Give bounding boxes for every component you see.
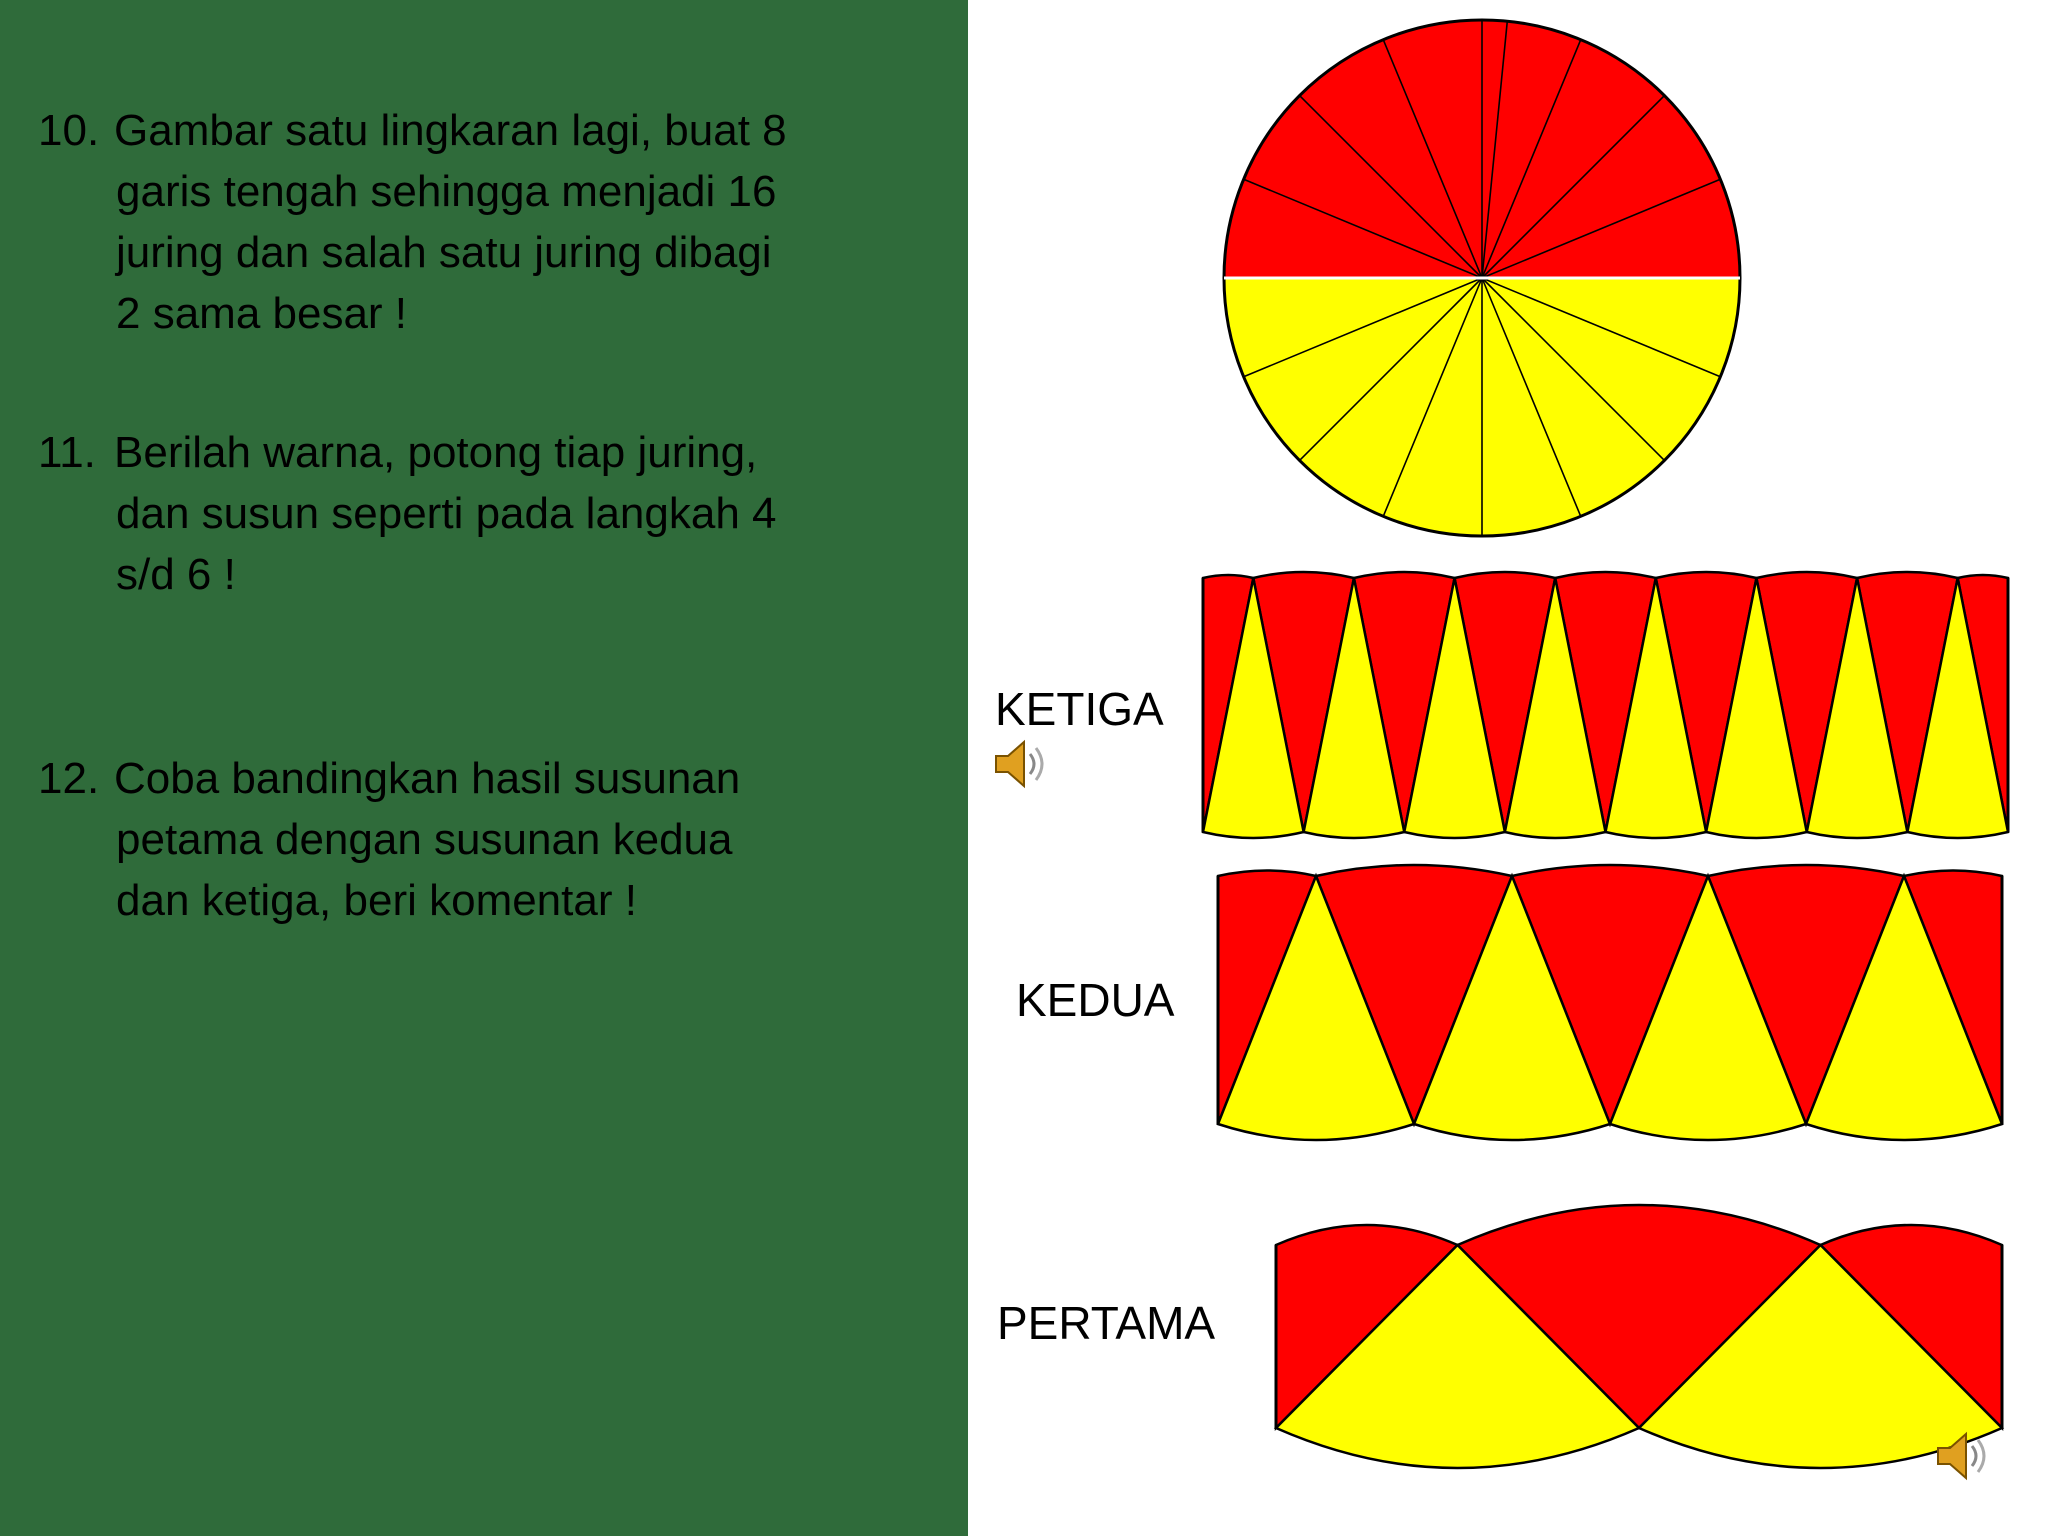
arrangement-ketiga bbox=[1203, 572, 2008, 838]
arrangement-pertama bbox=[1276, 1205, 2002, 1468]
step-number: 10. bbox=[38, 106, 100, 155]
step-number: 12. bbox=[38, 754, 100, 803]
step-text: juring dan salah satu juring dibagi bbox=[116, 228, 772, 277]
arrangement-kedua bbox=[1218, 865, 2002, 1140]
step-number: 11. bbox=[38, 428, 96, 477]
step-text: dan susun seperti pada langkah 4 bbox=[116, 489, 777, 538]
step-text: garis tengah sehingga menjadi 16 bbox=[116, 167, 777, 216]
label-kedua: KEDUA bbox=[1016, 974, 1175, 1026]
step-text: s/d 6 ! bbox=[116, 550, 236, 599]
speaker-icon[interactable] bbox=[1932, 1424, 1996, 1488]
step-text: 2 sama besar ! bbox=[116, 289, 408, 338]
step-text: dan ketiga, beri komentar ! bbox=[116, 876, 637, 925]
step-text: Gambar satu lingkaran lagi, buat 8 bbox=[114, 106, 787, 155]
step-text: petama dengan susunan kedua bbox=[116, 815, 733, 864]
speaker-icon[interactable] bbox=[990, 732, 1054, 796]
divided-circle bbox=[1224, 20, 1740, 536]
step-text: Berilah warna, potong tiap juring, bbox=[114, 428, 758, 477]
label-ketiga: KETIGA bbox=[995, 683, 1164, 735]
label-pertama: PERTAMA bbox=[997, 1297, 1216, 1349]
step-text: Coba bandingkan hasil susunan bbox=[114, 754, 741, 803]
